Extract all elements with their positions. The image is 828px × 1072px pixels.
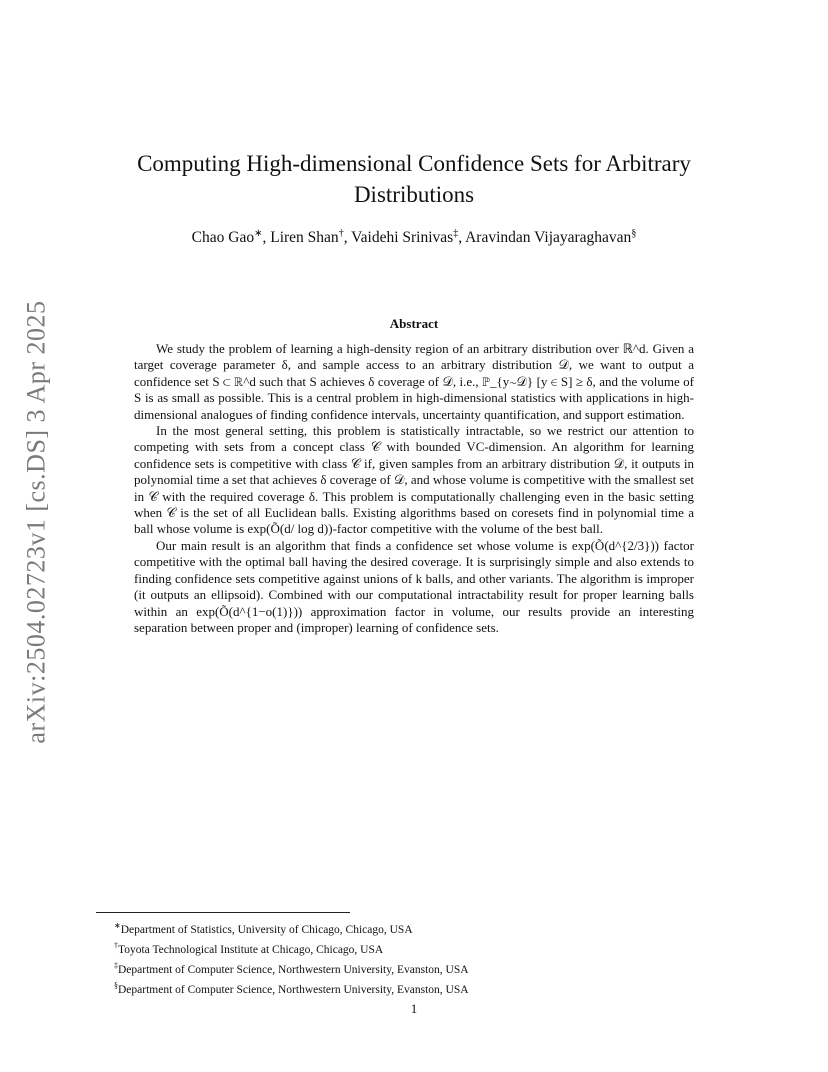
abstract-paragraph: We study the problem of learning a high-density region of an arbitrary distribution over ℝ^d. Given a target coverage parameter δ, and sample access to an arbitrary distribution 𝒟, we want to output a confidence set S ⊂ ℝ^d such that S achieves δ coverage of 𝒟, i.e., ℙ_{y∼𝒟} [y ∈ S] ≥ δ, and the volume of S is as small as possible. This is a central problem in high-dimensional statistics with applications in high-dimensional analogues of finding confidence intervals, uncertainty quantification, and support estimation. [134,341,694,422]
footnote-mark: † [114,941,118,951]
footnote [114,978,734,998]
author-affiliation-mark: § [631,228,637,239]
arxiv-identifier-stamp [16,292,58,752]
footnote-text: Department of Computer Science, Northwestern University, Evanston, USA [118,963,469,976]
footnotes [114,918,734,998]
author-list: Chao Gao∗, Liren Shan†, Vaidehi Srinivas‡, Aravindan Vijayaraghavan§ [191,228,637,247]
footnote [114,938,734,958]
author-name: Chao Gao [191,229,255,247]
footnote-text: Department of Statistics, University of Chicago, Chicago, USA [120,923,413,936]
footnote-mark: § [114,981,118,991]
paper-title: Computing High-dimensional Confidence Sets for Arbitrary Distributions [137,151,691,207]
abstract-body [134,341,694,636]
page-number: 1 [410,1001,418,1016]
author-name: Vaidehi Srinivas [351,229,454,247]
author-name: Liren Shan [270,229,339,247]
author-affiliation-mark: † [338,228,344,239]
abstract-heading: Abstract [389,316,439,331]
arxiv-identifier-text: arXiv:2504.02723v1 [cs.DS] 3 Apr 2025 [22,300,52,744]
author-affiliation-mark: ‡ [453,228,459,239]
footnote [114,918,734,938]
footnote-mark: ‡ [114,961,118,971]
author-name: Aravindan Vijayaraghavan [465,229,632,247]
author-affiliation-mark: ∗ [254,228,263,239]
footnote [114,958,734,978]
footnote-text: Department of Computer Science, Northwestern University, Evanston, USA [118,983,469,996]
abstract-paragraph: Our main result is an algorithm that finds a confidence set whose volume is exp(Õ(d^{2/3})) factor competitive with the optimal ball having the desired coverage. It is surprisingly simple and also extends to finding confidence sets competitive against unions of k balls, and other variants. The algorithm is improper (it outputs an ellipsoid). Combined with our computational intractability result for proper learning balls within an exp(Õ(d^{1−o(1)})) approximation factor in volume, our results provide an interesting separation between proper and (improper) learning of confidence sets. [134,537,694,635]
footnote-text: Toyota Technological Institute at Chicago, Chicago, USA [118,943,384,956]
footnote-divider [96,912,350,913]
abstract-paragraph: In the most general setting, this problem is statistically intractable, so we restrict our attention to competing with sets from a concept class 𝒞 with bounded VC-dimension. An algorithm for learning confidence sets is competitive with class 𝒞 if, given samples from an arbitrary distribution 𝒟, it outputs in polynomial time a set that achieves δ coverage of 𝒟, and whose volume is competitive with the smallest set in 𝒞 with the required coverage δ. This problem is computationally challenging even in the basic setting when 𝒞 is the set of all Euclidean balls. Existing algorithms based on coresets find in polynomial time a ball whose volume is exp(Õ(d/ log d))-factor competitive with the volume of the best ball. [134,423,694,537]
footnote-mark: ∗ [114,921,121,930]
